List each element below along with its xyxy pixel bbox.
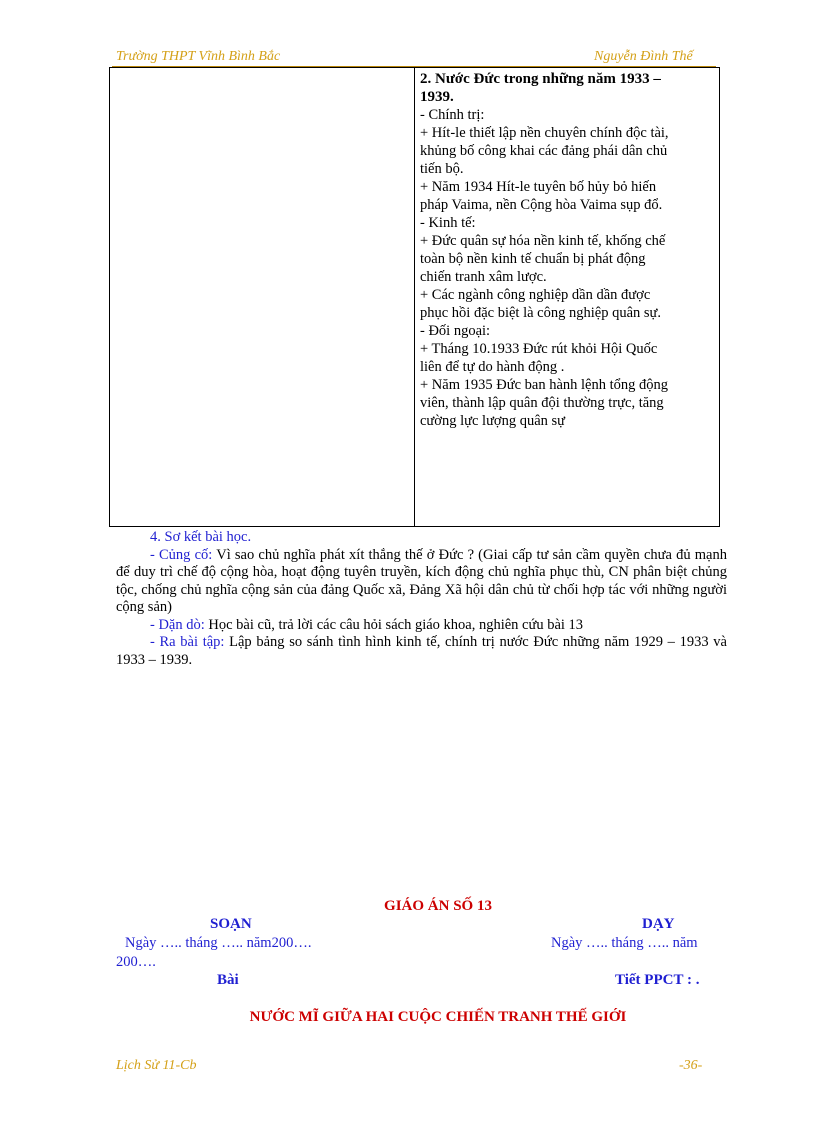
lesson-plan-title: GIÁO ÁN SỐ 13: [384, 898, 492, 914]
exercise-label: - Ra bài tập:: [150, 634, 225, 650]
table-column-divider: [414, 67, 415, 527]
cell-line: + Năm 1935 Đức ban hành lệnh tổng động: [420, 377, 668, 393]
exercise-text: Lập bảng so sánh tình hình kinh tế, chính trị nước Đức những năm 1929 – 1933 và 1933 – 1939.: [116, 634, 727, 668]
consolidate-label: - Củng cố:: [150, 546, 213, 563]
consolidate-text: Vì sao chủ nghĩa phát xít thắng thế ở Đức ? (Giai cấp tư sản cầm quyền chưa đủ mạnh để duy trì chế độ cộng hòa, hoạt động tuyên truyền, kích động chủ nghĩa phục thù, CN phân biệt chủng tộc, chống chủ nghĩa cộng sản của đảng Quốc xã, Đảng Xã hội dân chủ từ chối hợp tác với những người cộng sản): [116, 546, 727, 615]
period-label: Tiết PPCT : .: [615, 972, 700, 988]
cell-line: chiến tranh xâm lược.: [420, 269, 547, 285]
cell-line: toàn bộ nền kinh tế chuẩn bị phát động: [420, 251, 646, 267]
cell-line: + Đức quân sự hóa nền kinh tế, khống chế: [420, 233, 666, 249]
consolidate-paragraph: [116, 547, 727, 617]
footer-subject: Lịch Sử 11-Cb: [116, 1058, 197, 1073]
section-title-line1: 2. Nước Đức trong những năm 1933 –: [420, 71, 661, 87]
summary-section: [116, 529, 727, 669]
exercise-paragraph: [116, 634, 727, 669]
cell-line: - Đối ngoại:: [420, 323, 491, 339]
cell-line: + Năm 1934 Hít-le tuyên bố hủy bỏ hiến: [420, 179, 657, 195]
cell-line: + Hít-le thiết lập nền chuyên chính độc tài,: [420, 125, 669, 141]
cell-line: khủng bố công khai các đảng phái dân chủ: [420, 143, 668, 159]
lesson-label: Bài: [217, 972, 239, 988]
cell-line: tiến bộ.: [420, 161, 464, 177]
table-right-cell: [420, 70, 712, 430]
cell-line: pháp Vaima, nền Cộng hòa Vaima sụp đổ.: [420, 197, 663, 213]
summary-heading: 4. Sơ kết bài học.: [150, 529, 252, 545]
cell-line: + Các ngành công nghiệp dần dần được: [420, 287, 651, 303]
teach-date-line2: 200….: [116, 954, 156, 970]
footer-page-number: -36-: [679, 1058, 703, 1073]
teach-date-line1: Ngày ….. tháng ….. năm: [551, 935, 698, 951]
instruct-paragraph: [116, 617, 727, 635]
cell-line: liên để tự do hành động .: [420, 359, 565, 375]
compose-label: SOẠN: [210, 916, 252, 932]
header-author: Nguyễn Đình Thế: [594, 49, 693, 64]
teach-label: DẠY: [642, 916, 675, 932]
compose-date: Ngày ….. tháng ….. năm200….: [125, 935, 312, 951]
instruct-text: Học bài cũ, trả lời các câu hỏi sách giáo khoa, nghiên cứu bài 13: [204, 616, 584, 633]
lesson-name: NƯỚC MĨ GIỮA HAI CUỘC CHIẾN TRANH THẾ GIỚI: [249, 1009, 627, 1025]
cell-line: phục hồi đặc biệt là công nghiệp quân sự.: [420, 305, 662, 321]
section-title-line2: 1939.: [420, 89, 454, 105]
cell-line: viên, thành lập quân đội thường trực, tăng: [420, 395, 664, 411]
cell-line: + Tháng 10.1933 Đức rút khỏi Hội Quốc: [420, 341, 658, 357]
cell-line: - Kinh tế:: [420, 215, 476, 231]
instruct-label: - Dặn dò:: [150, 616, 205, 633]
header-school: Trường THPT Vĩnh Bình Bắc: [116, 49, 281, 64]
cell-line: cường lực lượng quân sự: [420, 413, 566, 429]
cell-line: - Chính trị:: [420, 107, 485, 123]
